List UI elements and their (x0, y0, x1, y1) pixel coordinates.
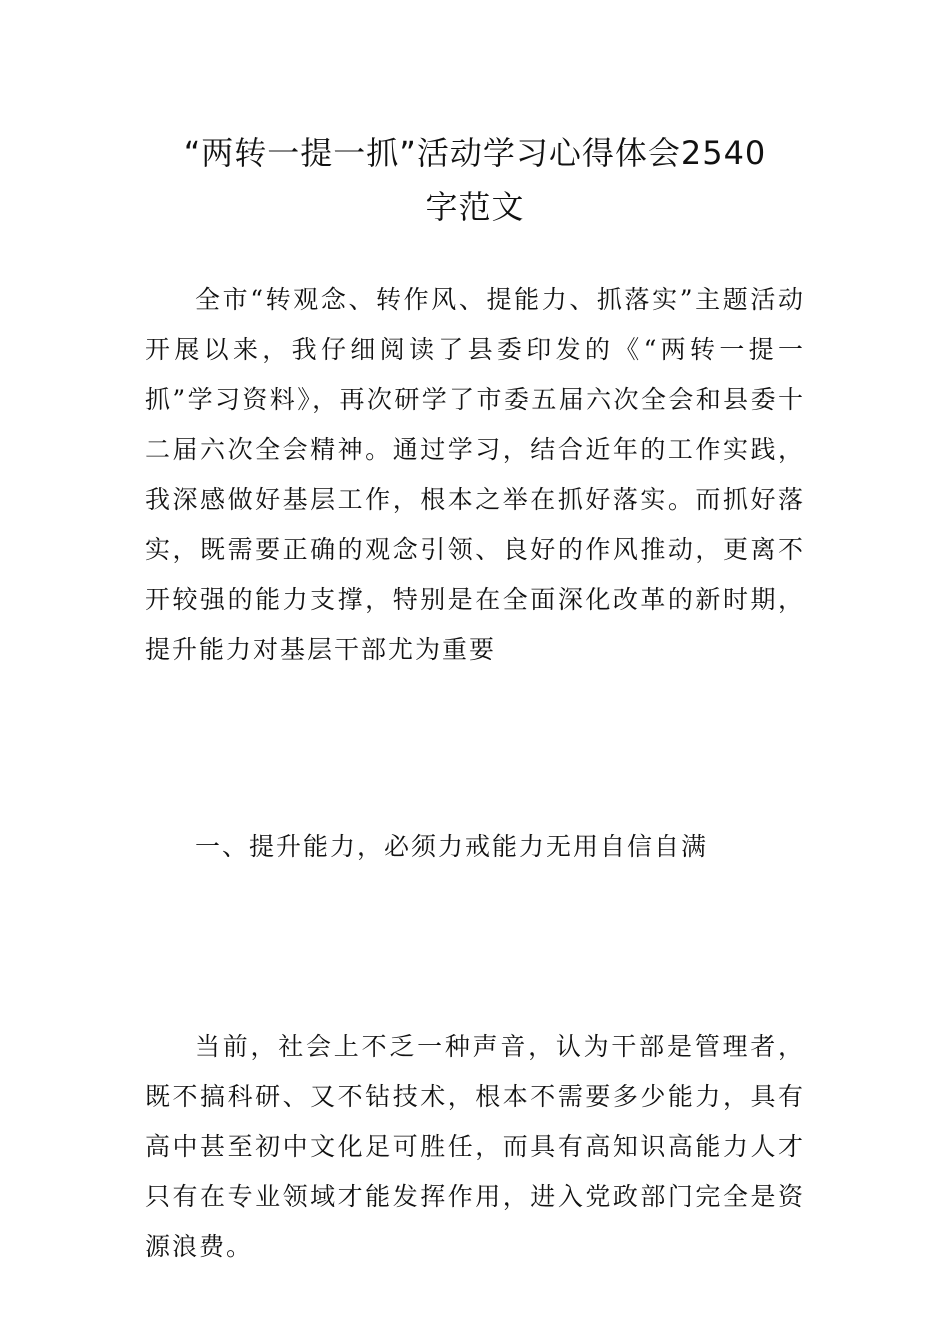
section-heading-1: 一、提升能力，必须力戒能力无用自信自满 (195, 832, 709, 861)
section-1-paragraph: 当前，社会上不乏一种声音，认为干部是管理者，既不搞科研、又不钻技术，根本不需要多少能力，具有高中甚至初中文化足可胜任，而具有高知识高能力人才只有在专业领域才能发挥作用，进入党政部门完全是资源浪费。 (145, 1032, 805, 1261)
document-title (145, 126, 805, 234)
title-line-1: “两转一提一抓”活动学习心得体会2540 (183, 134, 767, 172)
intro-paragraph: 全市“转观念、转作风、提能力、抓落实”主题活动开展以来，我仔细阅读了县委印发的《“两转一提一抓”学习资料》，再次研学了市委五届六次全会和县委十二届六次全会精神。通过学习，结合近年的工作实践，我深感做好基层工作，根本之举在抓好落实。而抓好落实，既需要正确的观念引领、良好的作风推动，更离不开较强的能力支撑，特别是在全面深化改革的新时期，提升能力对基层干部尤为重要 (145, 285, 805, 664)
title-line-2: 字范文 (425, 188, 525, 226)
